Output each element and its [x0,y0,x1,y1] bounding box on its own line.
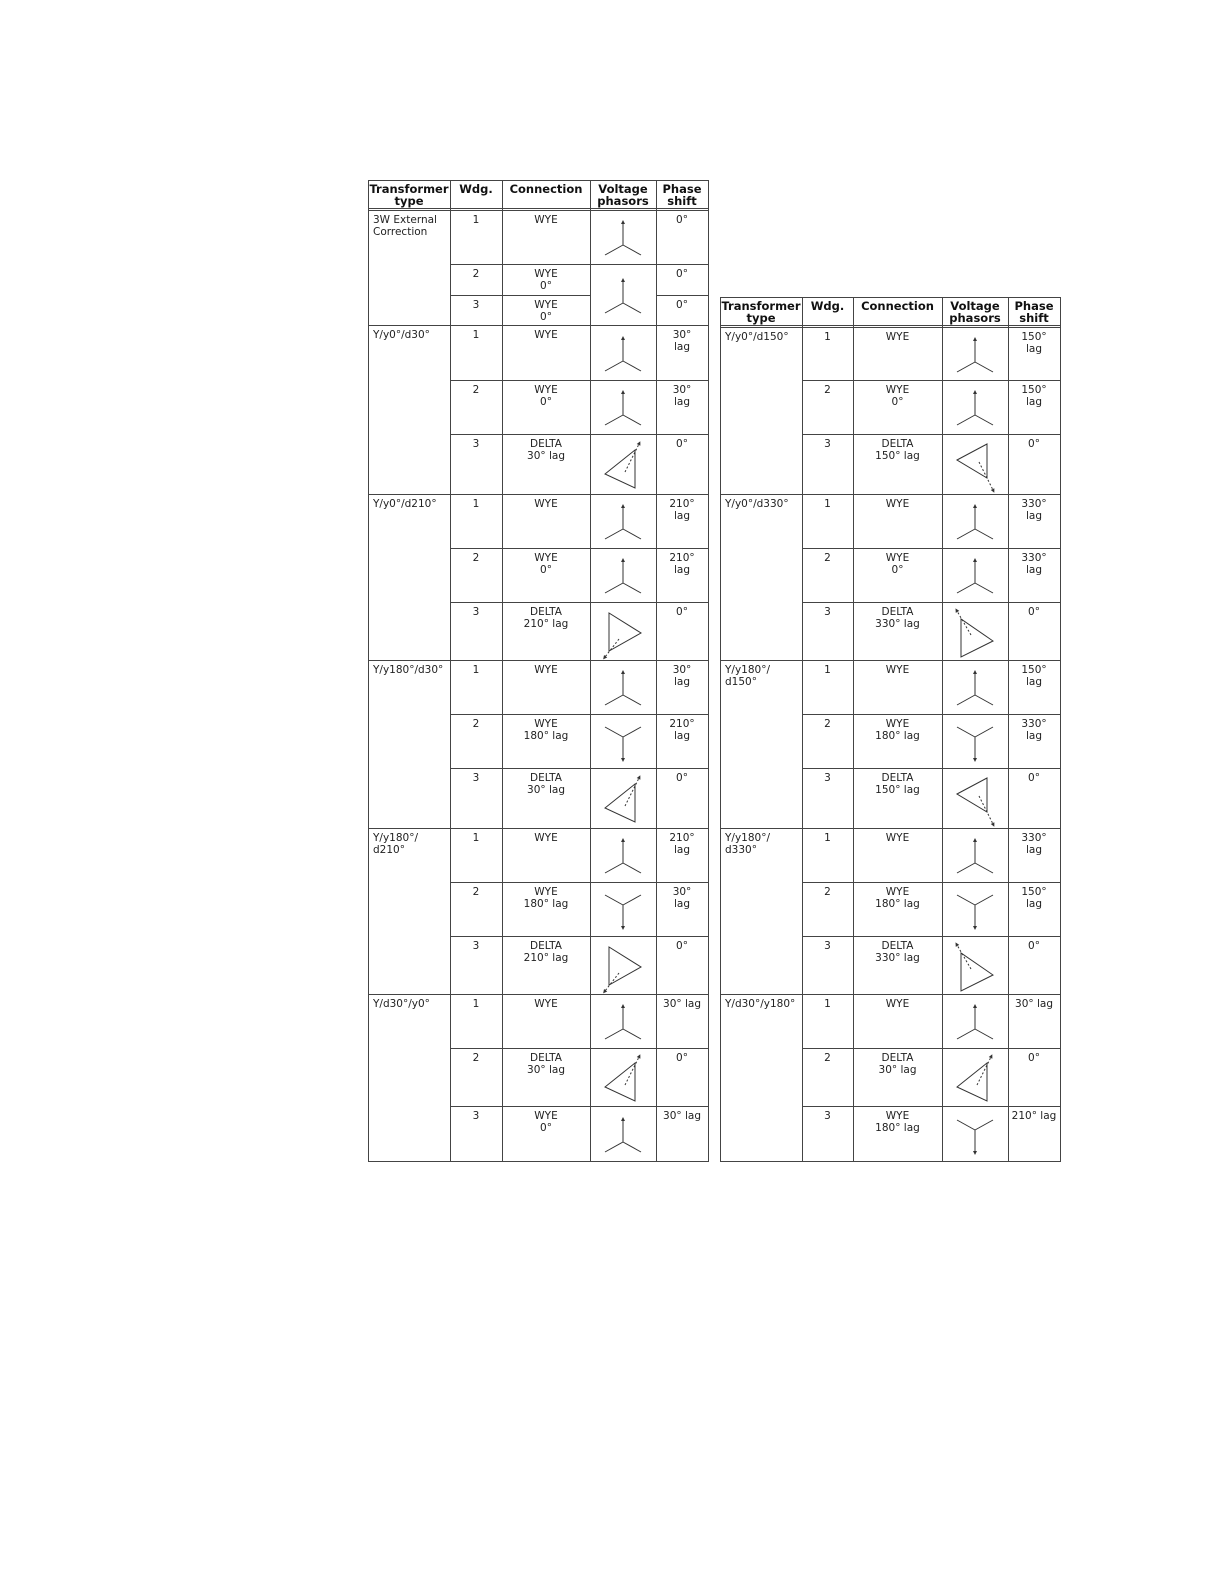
winding-number: 1 [472,832,480,844]
phase-shift-value: 0° [1028,940,1040,952]
transformer-type-label: Y/y180°/ d210° [373,832,418,856]
connection-label: DELTA 330° lag [875,940,920,964]
connection-label: WYE [885,998,910,1010]
connection-label: WYE [885,331,910,343]
phase-shift-value: 0° [676,214,688,226]
grid-line [450,548,709,549]
grid-line [720,1161,1061,1162]
phase-shift-value: 0° [676,606,688,618]
delta-right-up-icon [953,608,997,662]
connection-label: DELTA 30° lag [527,772,565,796]
transformer-type-label: 3W External Correction [373,214,437,238]
winding-number: 2 [472,718,480,730]
header-phase-shift: Phase shift [1014,299,1054,325]
wye-up-icon [603,1003,643,1047]
connection-label: WYE 0° [534,299,558,323]
delta-right-up-icon [953,942,997,996]
connection-label: WYE 180° lag [875,886,920,910]
connection-label: WYE [534,214,558,226]
winding-number: 3 [824,940,831,952]
wye-up-icon [603,1116,643,1160]
grid-line [720,994,1061,995]
phase-shift-value: 0° [1028,438,1040,450]
phase-shift-value: 0° [676,299,688,311]
grid-line [1060,297,1061,1162]
grid-line [368,180,369,1162]
grid-line [802,434,1061,435]
connection-label: WYE 180° lag [875,718,920,742]
grid-line [708,180,709,1162]
connection-label: DELTA 150° lag [875,772,920,796]
grid-line [450,714,709,715]
grid-line [802,548,1061,549]
phase-shift-value: 0° [676,940,688,952]
connection-label: WYE 180° lag [523,718,569,742]
winding-number: 1 [472,329,480,341]
wye-up-icon [603,503,643,547]
grid-line [368,210,709,211]
grid-line [368,180,709,181]
grid-line [802,1106,1061,1107]
phase-shift-value: 210° lag [669,832,695,856]
grid-line [450,768,709,769]
header-connection: Connection [509,182,583,196]
phase-shift-value: 210° lag [669,498,695,522]
winding-number: 1 [472,498,480,510]
header-connection: Connection [861,299,934,313]
wye-up-icon [955,837,995,881]
header-voltage-phasors: Voltage phasors [949,299,1001,325]
phase-shift-value: 150° lag [1021,886,1047,910]
transformer-type-label: Y/y0°/d30° [373,329,430,341]
connection-label: WYE [885,664,910,676]
grid-line [720,327,1061,328]
winding-number: 3 [472,299,480,311]
phase-shift-value: 0° [676,438,688,450]
phase-shift-value: 0° [676,268,688,280]
winding-number: 2 [824,384,831,396]
connection-label: WYE 0° [885,552,910,576]
wye-down-icon [603,723,643,767]
phase-shift-value: 150° lag [1021,331,1047,355]
connection-label: WYE 180° lag [523,886,569,910]
grid-line [368,208,709,209]
connection-label: DELTA 150° lag [875,438,920,462]
wye-up-icon [955,1003,995,1047]
connection-label: WYE [534,329,558,341]
header-phase-shift: Phase shift [662,182,702,208]
grid-line [720,660,1061,661]
grid-line [802,714,1061,715]
connection-label: WYE [885,498,910,510]
grid-line [450,1048,709,1049]
phase-shift-value: 0° [1028,1052,1040,1064]
transformer-type-label: Y/y180°/d30° [373,664,444,676]
wye-down-icon [955,1116,995,1160]
transformer-type-label: Y/d30°/y0° [373,998,430,1010]
transformer-type-label: Y/y0°/d330° [725,498,789,510]
connection-label: WYE [534,498,558,510]
transformer-type-label: Y/d30°/y180° [725,998,796,1010]
wye-up-icon [955,557,995,601]
winding-number: 2 [472,268,480,280]
winding-number: 3 [824,1110,831,1122]
connection-label: DELTA 30° lag [878,1052,917,1076]
grid-line [802,602,1061,603]
wye-up-icon [603,669,643,713]
grid-line [368,994,709,995]
wye-up-icon [955,336,995,380]
connection-label: DELTA 330° lag [875,606,920,630]
winding-number: 1 [824,832,831,844]
phase-shift-value: 150° lag [1021,664,1047,688]
phase-shift-value: 330° lag [1021,718,1047,742]
phase-shift-value: 330° lag [1021,832,1047,856]
winding-number: 2 [824,886,831,898]
wye-up-icon [603,219,643,263]
grid-line [450,936,709,937]
connection-label: WYE [534,664,558,676]
winding-number: 3 [824,606,831,618]
phase-shift-value: 30° lag [672,329,692,353]
wye-up-icon [955,669,995,713]
grid-line [720,297,721,1162]
winding-number: 2 [472,384,480,396]
connection-label: DELTA 30° lag [527,1052,565,1076]
connection-label: WYE 0° [534,384,558,408]
transformer-type-label: Y/y180°/ d330° [725,832,770,856]
grid-line [368,325,709,326]
delta-left-up-icon [601,1054,645,1108]
grid-line [720,297,1061,298]
header-transformer-type: Transformer type [369,182,449,208]
winding-number: 3 [472,940,480,952]
phase-shift-value: 30° lag [672,886,692,910]
transformer-type-label: Y/y0°/d150° [725,331,789,343]
header-transformer-type: Transformer type [721,299,801,325]
phase-shift-value: 330° lag [1021,552,1047,576]
grid-line [450,264,709,265]
transformer-type-label: Y/y180°/ d150° [725,664,770,688]
connection-label: WYE 0° [534,1110,558,1134]
wye-up-icon [603,277,643,321]
phase-shift-value: 330° lag [1021,498,1047,522]
wye-up-icon [955,389,995,433]
connection-label: WYE 0° [534,552,558,576]
phase-shift-value: 210° lag [669,718,695,742]
grid-line [802,936,1061,937]
grid-line [720,325,1061,326]
phase-shift-value: 30° lag [1015,998,1053,1010]
wye-down-icon [955,723,995,767]
delta-left-up-icon [601,775,645,829]
winding-number: 2 [472,886,480,898]
phase-shift-value: 210° lag [669,552,695,576]
delta-left-down-icon [953,775,997,829]
winding-number: 3 [472,606,480,618]
winding-number: 1 [824,664,831,676]
grid-line [368,660,709,661]
phase-shift-value: 30° lag [663,998,701,1010]
wye-up-icon [603,557,643,601]
winding-number: 2 [472,1052,480,1064]
grid-line [368,1161,709,1162]
winding-number: 1 [472,664,480,676]
phase-shift-value: 0° [1028,772,1040,784]
winding-number: 2 [472,552,480,564]
grid-line [450,1106,709,1107]
connection-label: WYE [534,832,558,844]
winding-number: 1 [472,998,480,1010]
connection-label: DELTA 210° lag [523,940,569,964]
winding-number: 1 [824,998,831,1010]
phase-shift-value: 0° [676,1052,688,1064]
phase-shift-value: 0° [676,772,688,784]
winding-number: 2 [824,1052,831,1064]
grid-line [450,882,709,883]
grid-line [368,828,709,829]
phase-shift-value: 210° lag [1011,1110,1057,1122]
grid-line [450,602,709,603]
wye-up-icon [955,503,995,547]
winding-number: 3 [824,772,831,784]
grid-line [368,494,709,495]
grid-line [450,380,709,381]
winding-number: 3 [824,438,831,450]
grid-line [450,295,591,296]
grid-line [656,295,709,296]
wye-up-icon [603,837,643,881]
header-voltage-phasors: Voltage phasors [597,182,649,208]
wye-down-icon [603,891,643,935]
connection-label: WYE 0° [885,384,910,408]
delta-right-down-icon [601,942,645,996]
grid-line [590,180,591,1162]
wye-up-icon [603,335,643,379]
winding-number: 1 [472,214,480,226]
winding-number: 1 [824,331,831,343]
winding-number: 1 [824,498,831,510]
phase-shift-value: 30° lag [663,1110,701,1122]
delta-right-down-icon [601,608,645,662]
grid-line [802,1048,1061,1049]
phase-shift-value: 150° lag [1021,384,1047,408]
grid-line [802,882,1061,883]
phase-shift-value: 30° lag [672,384,692,408]
phase-shift-value: 0° [1028,606,1040,618]
winding-number: 2 [824,718,831,730]
delta-left-up-icon [601,441,645,495]
grid-line [942,297,943,1162]
connection-label: WYE 0° [534,268,558,292]
grid-line [802,768,1061,769]
grid-line [720,828,1061,829]
grid-line [802,380,1061,381]
header-wdg: Wdg. [810,299,845,313]
wye-down-icon [955,891,995,935]
header-wdg: Wdg. [459,182,493,196]
connection-label: WYE [885,832,910,844]
delta-left-up-icon [953,1054,997,1108]
transformer-type-label: Y/y0°/d210° [373,498,437,510]
connection-label: WYE [534,998,558,1010]
winding-number: 3 [472,1110,480,1122]
winding-number: 2 [824,552,831,564]
connection-label: DELTA 30° lag [527,438,565,462]
wye-up-icon [603,389,643,433]
connection-label: DELTA 210° lag [523,606,569,630]
delta-left-down-icon [953,441,997,495]
winding-number: 3 [472,772,480,784]
grid-line [450,434,709,435]
grid-line [720,494,1061,495]
winding-number: 3 [472,438,480,450]
connection-label: WYE 180° lag [875,1110,920,1134]
phase-shift-value: 30° lag [672,664,692,688]
